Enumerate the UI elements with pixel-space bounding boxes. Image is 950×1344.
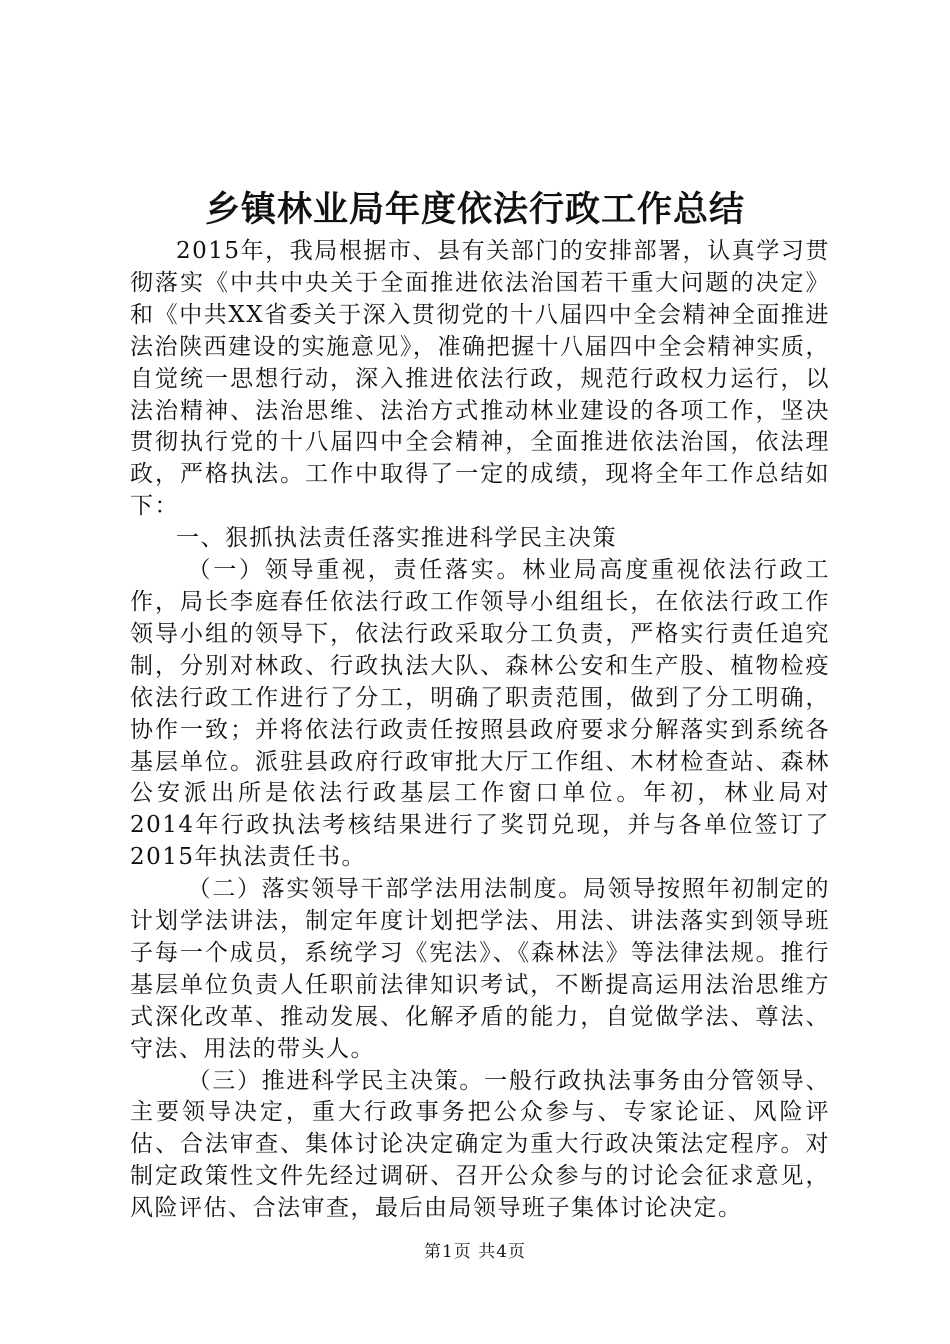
- paragraph-item-2: （二）落实领导干部学法用法制度。局领导按照年初制定的计划学法讲法，制定年度计划把学法、用法、讲法落实到领导班子每一个成员，系统学习《宪法》、《森林法》等法律法规。推行基层单位负责人任职前法律知识考试，不断提高运用法治思维方式深化改革、推动发展、化解矛盾的能力，自觉做学法、尊法、守法、用法的带头人。: [130, 876, 830, 1062]
- paragraph-item-1: （一）领导重视，责任落实。林业局高度重视依法行政工作，局长李庭春任依法行政工作领导小组组长，在依法行政工作领导小组的领导下，依法行政采取分工负责，严格实行责任追究制，分别对林政、行政执法大队、森林公安和生产股、植物检疫依法行政工作进行了分工，明确了职责范围，做到了分工明确，协作一致；并将依法行政责任按照县政府要求分解落实到系统各基层单位。派驻县政府行政审批大厅工作组、木材检查站、森林公安派出所是依法行政基层工作窗口单位。年初，林业局对2014年行政执法考核结果进行了奖罚兑现，并与各单位签订了2015年执法责任书。: [130, 557, 830, 871]
- document-body: [130, 236, 830, 1225]
- paragraph-item-3: （三）推进科学民主决策。一般行政执法事务由分管领导、主要领导决定，重大行政事务把公众参与、专家论证、风险评估、合法审查、集体讨论决定确定为重大行政决策法定程序。对制定政策性文件先经过调研、召开公众参与的讨论会征求意见，风险评估、合法审查，最后由局领导班子集体讨论决定。: [130, 1067, 830, 1222]
- paragraph-intro: 2015年，我局根据市、县有关部门的安排部署，认真学习贯彻落实《中共中央关于全面推进依法治国若干重大问题的决定》和《中共XX省委关于深入贯彻党的十八届四中全会精神全面推进法治陕西建设的实施意见》，准确把握十八届四中全会精神实质，自觉统一思想行动，深入推进依法行政，规范行政权力运行，以法治精神、法治思维、法治方式推动林业建设的各项工作，坚决贯彻执行党的十八届四中全会精神，全面推进依法治国，依法理政，严格执法。工作中取得了一定的成绩，现将全年工作总结如下：: [130, 238, 830, 520]
- page-number: 第1页 共4页: [423, 1242, 527, 1262]
- document-title: 乡镇林业局年度依法行政工作总结: [204, 189, 745, 230]
- section-heading: 一、狠抓执法责任落实推进科学民主决策: [176, 525, 617, 552]
